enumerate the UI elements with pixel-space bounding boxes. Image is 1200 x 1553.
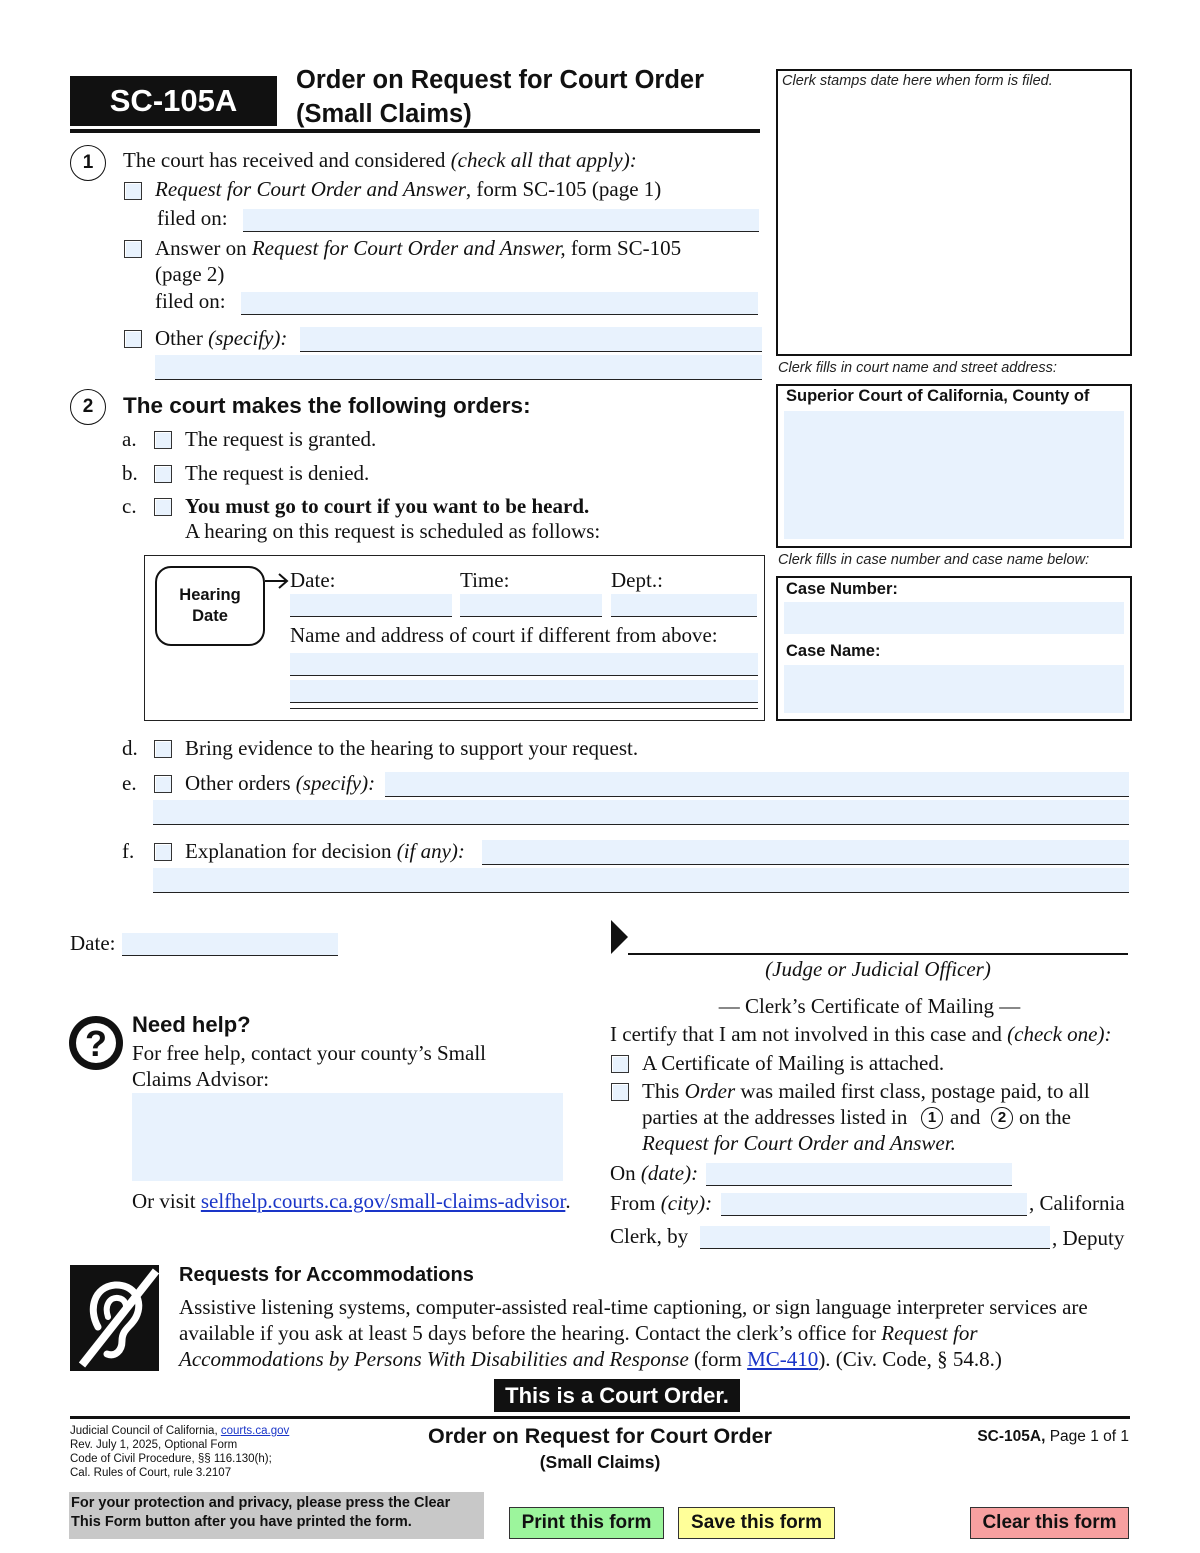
clerk-stamp-caption: Clerk stamps date here when form is filed. [782,73,1053,89]
checkbox-order-d[interactable] [154,740,172,758]
mailing-on-the: on the [1019,1105,1071,1129]
header-rule [70,129,760,133]
order-d-letter: d. [122,736,138,760]
clerk-stamp-box [776,69,1132,356]
mailing-and: and [950,1105,981,1129]
court-label: Superior Court of California, County of [786,387,1090,405]
hearing-badge-line1: Hearing [179,586,241,604]
order-a-text: The request is granted. [185,427,377,451]
self-help-link[interactable]: selfhelp.courts.ca.gov/small-claims-advisor [200,1189,566,1213]
ref-circle-2: 2 [991,1107,1013,1129]
section-1-number: 1 [70,145,106,181]
advisor-info-field[interactable] [132,1093,563,1181]
hearing-date-badge [155,566,265,646]
hearing-address-field-1[interactable] [290,653,758,676]
mc-410-link[interactable]: MC-410 [747,1347,819,1371]
footer-code1: Code of Civil Procedure, §§ 116.130(h); [70,1453,272,1465]
privacy-line1: For your protection and privacy, please press the Clear [71,1495,451,1511]
item-request-page1: Request for Court Order and Answer, form SC-105 (page 1) [155,177,662,201]
footer-citation [70,1424,289,1480]
item-answer-page2: Answer on Request for Court Order and Answer, form SC-105 [155,236,682,260]
order-e-letter: e. [122,771,137,795]
other-orders-field-2[interactable] [153,800,1129,825]
checkbox-order-b[interactable] [154,465,172,483]
explanation-field-2[interactable] [153,868,1129,893]
checkbox-other-1[interactable] [124,330,142,348]
hearing-accessibility-icon [70,1265,159,1371]
footer-page-ref: SC-105A, Page 1 of 1 [977,1428,1129,1445]
print-button[interactable]: Print this form [509,1507,664,1539]
courts-link[interactable]: courts.ca.gov [220,1425,290,1437]
checkbox-certificate-attached[interactable] [611,1055,629,1073]
privacy-notice [69,1492,484,1539]
hearing-address-rule [290,708,758,709]
order-e-text: Other orders (specify): [185,771,376,795]
mailing-from-label: From (city): [610,1191,713,1215]
checkbox-order-f[interactable] [154,843,172,861]
order-a-letter: a. [122,427,137,451]
signature-date-field[interactable] [122,933,338,956]
hearing-address-field-2[interactable] [290,680,758,703]
checkbox-order-c[interactable] [154,498,172,516]
hearing-badge-line2: Date [192,607,228,625]
filed-on-field-2[interactable] [241,292,758,315]
accommodations-line2: available if you ask at least 5 days before the hearing. Contact the clerk’s office for Request for [179,1321,978,1345]
judge-signature-line[interactable] [628,953,1128,955]
accommodations-heading: Requests for Accommodations [179,1264,474,1286]
hearing-time-field[interactable] [460,594,602,617]
accommodations-line1: Assistive listening systems, computer-assisted real-time captioning, or sign language interpreter services are [179,1295,1088,1319]
mailing-on-label: On (date): [610,1161,699,1185]
footer-rev: Rev. July 1, 2025, Optional Form [70,1439,238,1451]
signature-arrow-icon [611,920,629,954]
checkbox-request-page1[interactable] [124,182,142,200]
hearing-date-label: Date: [290,568,336,592]
hearing-dept-field[interactable] [611,594,757,617]
case-number-label: Case Number: [786,580,898,598]
other-field-1[interactable] [300,327,762,352]
save-button[interactable]: Save this form [678,1507,835,1539]
order-d-text: Bring evidence to the hearing to support your request. [185,736,639,760]
mailing-city-field[interactable] [721,1193,1027,1216]
form-code: SC-105A [70,76,277,126]
case-number-field[interactable] [784,602,1124,634]
court-name-field[interactable] [784,411,1124,539]
order-f-letter: f. [122,839,135,863]
section-1-intro: The court has received and considered (check all that apply): [123,148,637,172]
checkbox-order-mailed[interactable] [611,1083,629,1101]
mailing-title: — Clerk’s Certificate of Mailing — [718,994,1021,1018]
footer-title: Order on Request for Court Order [427,1424,773,1448]
court-order-banner: This is a Court Order. [494,1379,740,1412]
section-2-number: 2 [70,389,106,425]
help-icon: ? [69,1016,123,1070]
filed-on-label-2: filed on: [155,289,226,313]
order-f-text: Explanation for decision (if any): [185,839,465,863]
footer-code2: Cal. Rules of Court, rule 3.2107 [70,1467,232,1479]
item-answer-page2-page: (page 2) [155,262,225,286]
case-caption: Clerk fills in case number and case name below: [778,552,1090,568]
footer-council: Judicial Council of California, courts.ca.gov [70,1425,290,1437]
page-title: Order on Request for Court Order [296,66,705,94]
ref-circle-1: 1 [921,1107,943,1129]
footer-subtitle: (Small Claims) [539,1452,661,1472]
other-field-1b[interactable] [155,355,762,380]
clerk-deputy-field[interactable] [700,1226,1050,1249]
mailing-certify: I certify that I am not involved in this case and (check one): [610,1022,1112,1046]
checkbox-order-e[interactable] [154,775,172,793]
court-caption: Clerk fills in court name and street address: [778,360,1057,376]
hearing-address-label: Name and address of court if different from above: [290,623,718,647]
help-visit: Or visit selfhelp.courts.ca.gov/small-claims-advisor. [132,1189,571,1213]
order-b-text: The request is denied. [185,461,370,485]
other-orders-field-1[interactable] [385,772,1129,797]
order-c-letter: c. [122,494,137,518]
explanation-field-1[interactable] [482,840,1129,865]
help-heading: Need help? [132,1012,251,1037]
order-c-text: You must go to court if you want to be heard. [185,494,590,518]
footer-rule [70,1416,1130,1419]
privacy-line2: This Form button after you have printed the form. [71,1514,412,1530]
filed-on-label-1: filed on: [157,206,228,230]
mailing-california: , California [1029,1191,1125,1215]
item-other-1: Other (specify): [155,326,288,350]
hearing-date-field[interactable] [290,594,452,617]
mailing-option-2: This Order was mailed first class, postage paid, to all [642,1079,1090,1103]
mailing-option-2-line2: parties at the addresses listed in [642,1105,908,1129]
mailing-date-field[interactable] [706,1163,1012,1186]
checkbox-answer-page2[interactable] [124,240,142,258]
clear-button[interactable]: Clear this form [970,1507,1129,1539]
order-b-letter: b. [122,461,138,485]
hearing-dept-label: Dept.: [611,568,663,592]
case-name-label: Case Name: [786,642,881,660]
filed-on-field-1[interactable] [243,209,759,232]
checkbox-order-a[interactable] [154,431,172,449]
arrow-right-icon [264,572,290,590]
hearing-time-label: Time: [460,568,510,592]
case-name-field[interactable] [784,665,1124,713]
judge-label: (Judge or Judicial Officer) [765,957,991,981]
order-c-subtext: A hearing on this request is scheduled as follows: [185,519,601,543]
mailing-option-2-form: Request for Court Order and Answer. [642,1131,956,1155]
page-subtitle: (Small Claims) [296,100,472,128]
section-2-heading: The court makes the following orders: [123,393,531,418]
mailing-option-1: A Certificate of Mailing is attached. [642,1051,945,1075]
signature-date-label: Date: [70,931,116,955]
clerk-deputy-suffix: , Deputy [1052,1226,1125,1250]
clerk-by-label: Clerk, by [610,1224,689,1248]
help-text: For free help, contact your county’s Small Claims Advisor: [132,1041,486,1091]
accommodations-line3: Accommodations by Persons With Disabilities and Response (form MC-410). (Civ. Code, § 54.8.) [179,1347,1002,1371]
